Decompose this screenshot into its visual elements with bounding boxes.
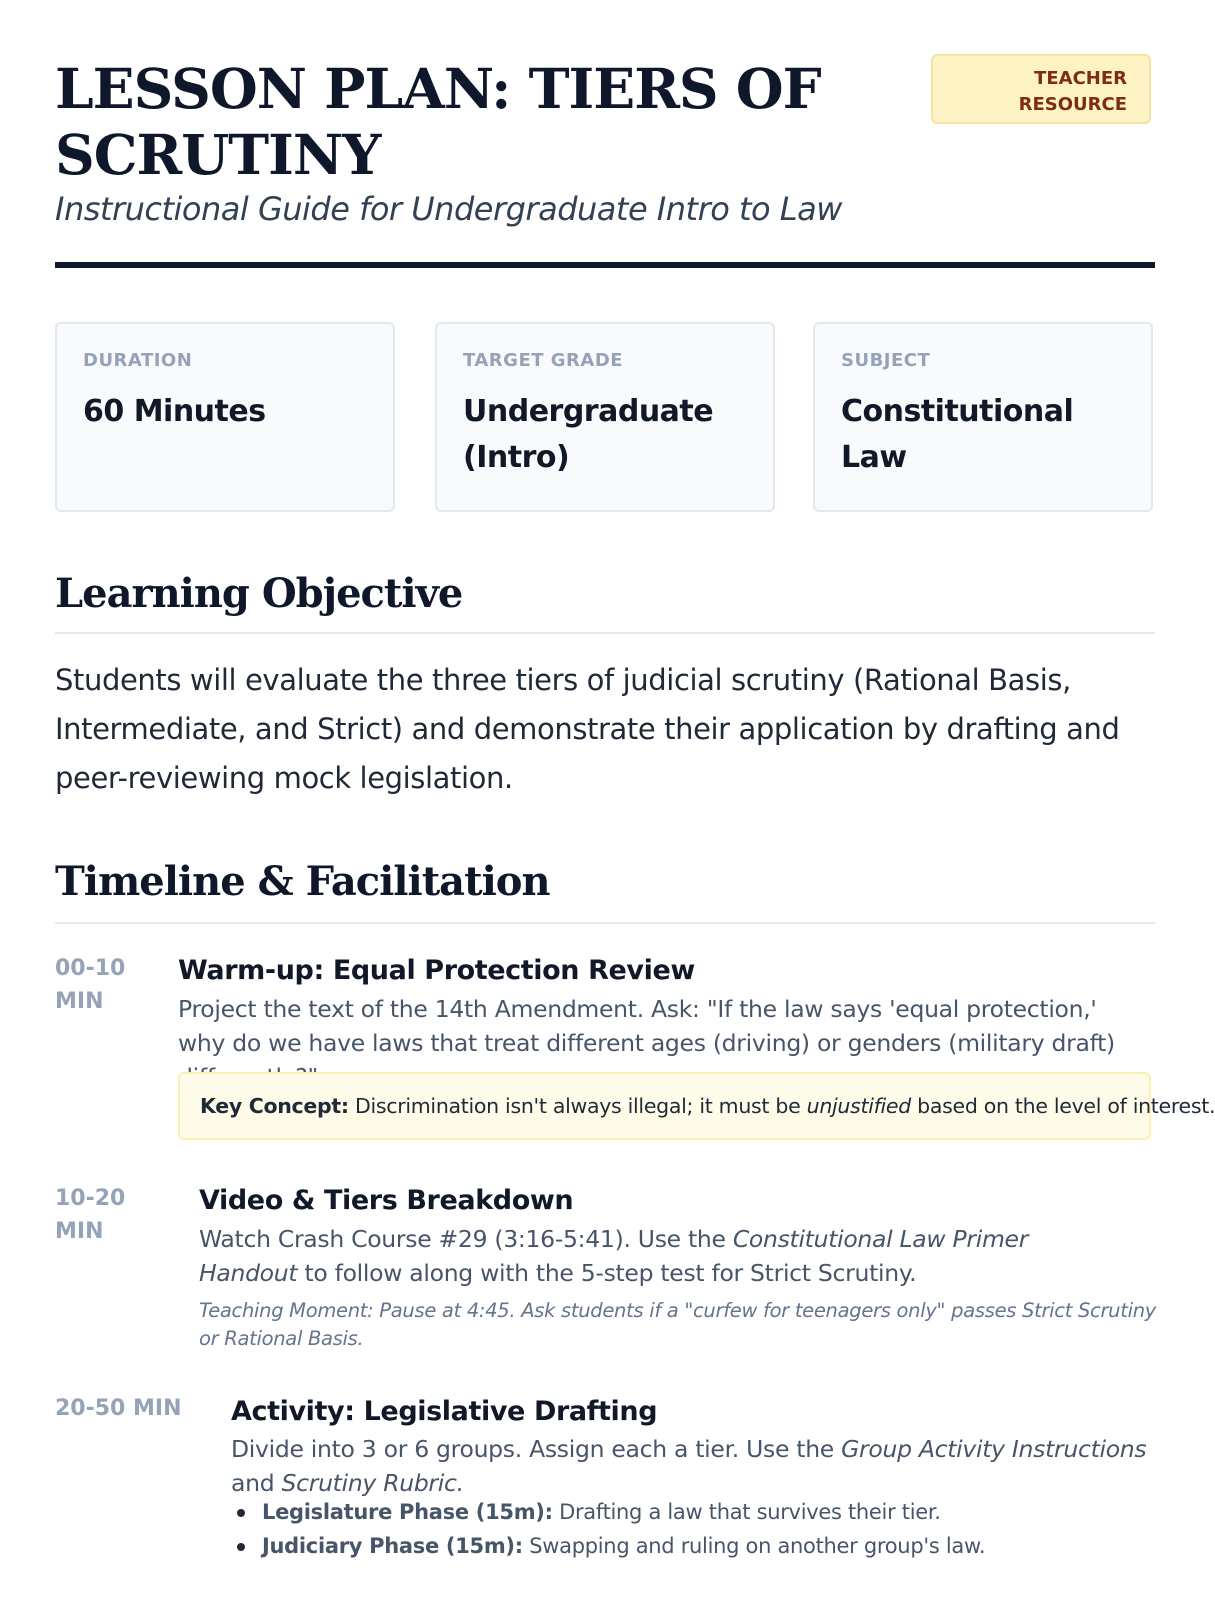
timeline-item-text: Project the text of the 14th Amendment. Ask: "If the law says 'equal protection,' why do we have laws that treat different ages (driving) or genders (military draft) bbox=[178, 995, 1115, 1057]
meta-value: 60 Minutes bbox=[83, 394, 266, 429]
timeline-item-title: Video & Tiers Breakdown bbox=[199, 1185, 574, 1216]
badge-line-1: TEACHER bbox=[1034, 68, 1127, 89]
rubric-reference: Scrutiny Rubric. bbox=[281, 1469, 464, 1497]
key-concept-callout bbox=[178, 1072, 1215, 1140]
page-subtitle: Instructional Guide for Undergraduate Intro to Law bbox=[55, 190, 842, 228]
callout-label: Key Concept: bbox=[200, 1094, 349, 1118]
badge-line-2: RESOURCE bbox=[1018, 94, 1127, 115]
meta-card-subject bbox=[813, 322, 1153, 512]
meta-label: TARGET GRADE bbox=[463, 350, 624, 371]
teaching-moment-note: Teaching Moment: Pause at 4:45. Ask students if a "curfew for teenagers only" passes Strict Scrutiny or Rational Basis. bbox=[199, 1299, 1156, 1350]
timeline-heading: Timeline & Facilitation bbox=[55, 858, 550, 905]
phase-label: Judiciary Phase (15m): bbox=[262, 1534, 523, 1558]
meta-value: Undergraduate (Intro) bbox=[463, 394, 714, 475]
timeline-item-title: Warm-up: Equal Protection Review bbox=[178, 955, 695, 986]
timeline-time: 00-10 MIN bbox=[55, 956, 126, 1014]
meta-label: SUBJECT bbox=[841, 350, 931, 371]
meta-card-duration bbox=[55, 322, 395, 512]
handout-reference: Constitutional Law Primer Handout bbox=[199, 1225, 1029, 1287]
item-text-start: Divide into 3 or 6 groups. Assign each a tier. Use the bbox=[231, 1435, 834, 1463]
callout-emphasis: unjustified bbox=[806, 1094, 911, 1118]
meta-value: Constitutional Law bbox=[841, 394, 1074, 475]
list-item bbox=[234, 1495, 985, 1529]
phase-text: Swapping and ruling on another group's law. bbox=[529, 1534, 986, 1558]
learning-objective-heading: Learning Objective bbox=[55, 570, 463, 617]
item-text-start: Watch Crash Course #29 (3:16-5:41). Use the bbox=[199, 1225, 726, 1253]
timeline-item-title: Activity: Legislative Drafting bbox=[231, 1396, 658, 1427]
meta-label: DURATION bbox=[83, 350, 193, 371]
list-item bbox=[234, 1529, 985, 1563]
activity-phase-list bbox=[234, 1495, 985, 1563]
callout-text: Discrimination isn't always illegal; it must be bbox=[355, 1094, 801, 1118]
meta-card-target-grade bbox=[435, 322, 775, 512]
activity-instructions-reference: Group Activity Instructions bbox=[841, 1435, 1147, 1463]
learning-objective-text: Students will evaluate the three tiers of judicial scrutiny (Rational Basis, Intermediate, and Strict) and demonstrate their application by drafting and peer-reviewing mock legislation. bbox=[55, 663, 1120, 795]
section-divider bbox=[55, 922, 1155, 924]
teacher-resource-badge bbox=[931, 54, 1151, 124]
callout-text-end: based on the level of interest. bbox=[917, 1094, 1215, 1118]
timeline-item-text bbox=[199, 1222, 1099, 1290]
phase-label: Legislature Phase (15m): bbox=[262, 1500, 553, 1524]
phase-text: Drafting a law that survives their tier. bbox=[559, 1500, 941, 1524]
page-title: LESSON PLAN: TIERS OF SCRUTINY bbox=[55, 56, 821, 187]
item-text-mid: and bbox=[231, 1469, 275, 1497]
section-divider bbox=[55, 632, 1155, 634]
timeline-item-text bbox=[231, 1432, 1151, 1500]
header-divider bbox=[55, 262, 1155, 268]
timeline-time: 20-50 MIN bbox=[55, 1396, 182, 1421]
timeline-time: 10-20 MIN bbox=[55, 1186, 126, 1244]
item-text-end: to follow along with the 5-step test for Strict Scrutiny. bbox=[304, 1259, 917, 1287]
